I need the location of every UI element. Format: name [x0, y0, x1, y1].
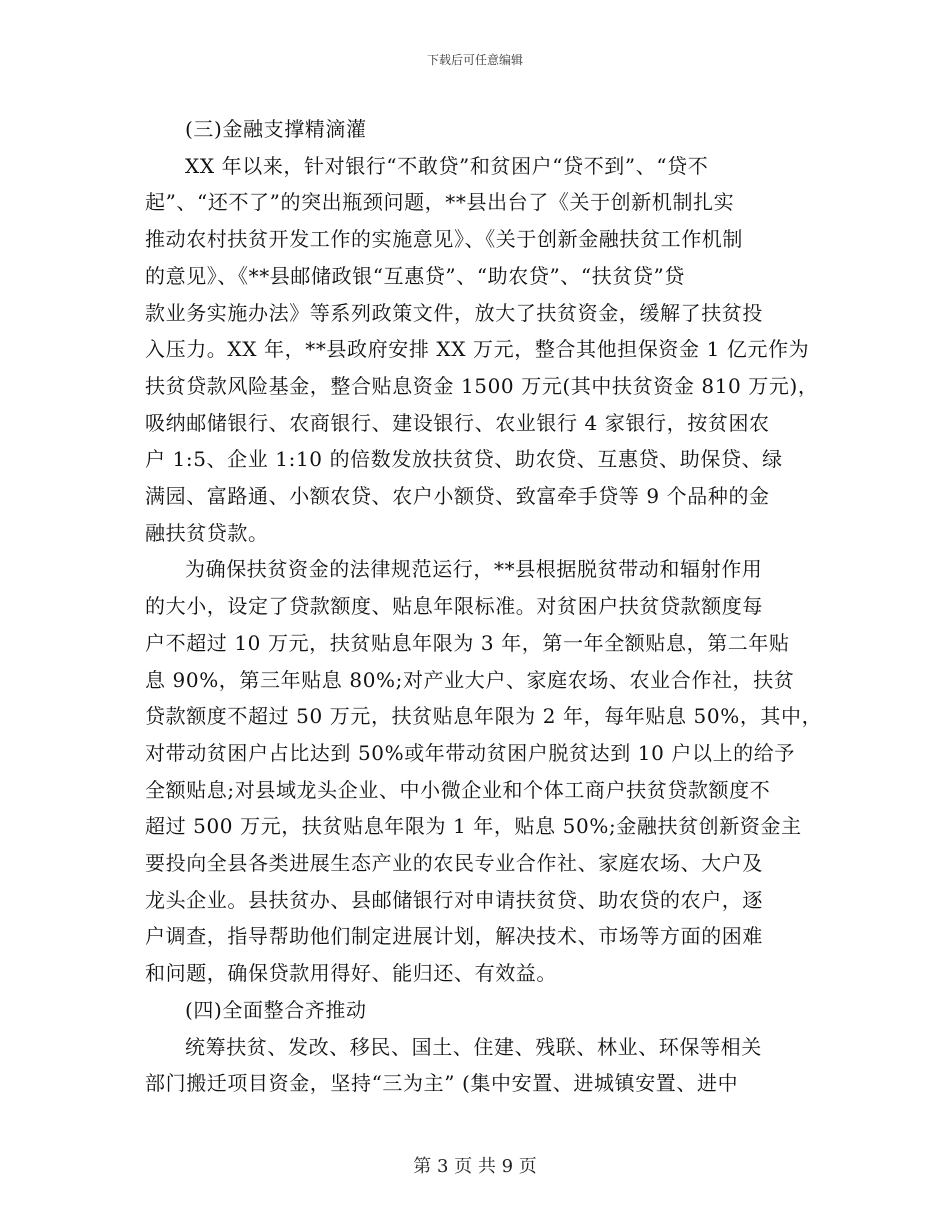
text-line: (三)金融支撑精滴灌 — [185, 117, 367, 141]
text-line: 部门搬迁项目资金，坚持“三为主” (集中安置、进城镇安置、进中 — [145, 1071, 739, 1096]
page-header: 下载后可任意编辑 — [426, 53, 523, 67]
text-line: 的大小，设定了贷款额度、贴息年限标准。对贫困户扶贫贷款额度每 — [145, 594, 763, 619]
text-line: 入压力。XX 年，**县政府安排 XX 万元，整合其他担保资金 1 亿元作为 — [145, 337, 810, 362]
text-line: 贷款额度不超过 50 万元，扶贫贴息年限为 2 年，每年贴息 50%，其中， — [145, 704, 823, 729]
text-line: 要投向全县各类进展生态产业的农民专业合作社、家庭农场、大户及 — [145, 851, 763, 875]
page-footer: 第 3 页 共 9 页 — [413, 1156, 537, 1177]
text-line: 息 90%，第三年贴息 80%;对产业大户、家庭农场、农业合作社，扶贫 — [145, 667, 795, 692]
text-line: 对带动贫困户占比达到 50%或年带动贫困户脱贫达到 10 户以上的给予 — [145, 740, 795, 765]
text-line: 户 1:5、企业 1:10 的倍数发放扶贫贷、助农贷、互惠贷、助保贷、绿 — [145, 447, 783, 472]
text-line: 户不超过 10 万元，扶贫贴息年限为 3 年，第一年全额贴息，第二年贴 — [145, 630, 790, 655]
text-line: 扶贫贷款风险基金，整合贴息资金 1500 万元(其中扶贫资金 810 万元)， — [145, 373, 819, 398]
text-line: 超过 500 万元，扶贫贴息年限为 1 年，贴息 50%;金融扶贫创新资金主 — [145, 814, 802, 839]
text-line: 统筹扶贫、发改、移民、国土、住建、残联、林业、环保等相关 — [185, 1034, 762, 1059]
text-line: 款业务实施办法》等系列政策文件，放大了扶贫资金，缓解了扶贫投 — [145, 300, 763, 325]
text-line: (四)全面整合齐推动 — [185, 997, 367, 1022]
text-line: XX 年以来，针对银行“不敢贷”和贫困户“贷不到”、“贷不 — [185, 153, 709, 178]
text-line: 户调查，指导帮助他们制定进展计划，解决技术、市场等方面的困难 — [145, 924, 763, 949]
text-line: 的意见》、《**县邮储政银“互惠贷”、“助农贷”、“扶贫贷”贷 — [145, 263, 685, 288]
text-line: 和问题，确保贷款用得好、能归还、有效益。 — [145, 961, 557, 986]
text-line: 龙头企业。县扶贫办、县邮储银行对申请扶贫贷、助农贷的农户，逐 — [145, 887, 763, 912]
text-line: 起”、“还不了”的突出瓶颈问题，**县出台了《关于创新机制扎实 — [145, 190, 735, 215]
text-line: 吸纳邮储银行、农商银行、建设银行、农业银行 4 家银行，按贫困农 — [145, 410, 770, 435]
text-line: 融扶贫贷款。 — [145, 520, 269, 545]
text-line: 推动农村扶贫开发工作的实施意见》、《关于创新金融扶贫工作机制 — [145, 227, 743, 252]
text-line: 为确保扶贫资金的法律规范运行，**县根据脱贫带动和辐射作用 — [185, 557, 763, 582]
text-line: 全额贴息;对县域龙头企业、中小微企业和个体工商户扶贫贷款额度不 — [145, 777, 771, 802]
text-line: 满园、富路通、小额农贷、农户小额贷、致富牵手贷等 9 个品种的金 — [145, 484, 770, 508]
